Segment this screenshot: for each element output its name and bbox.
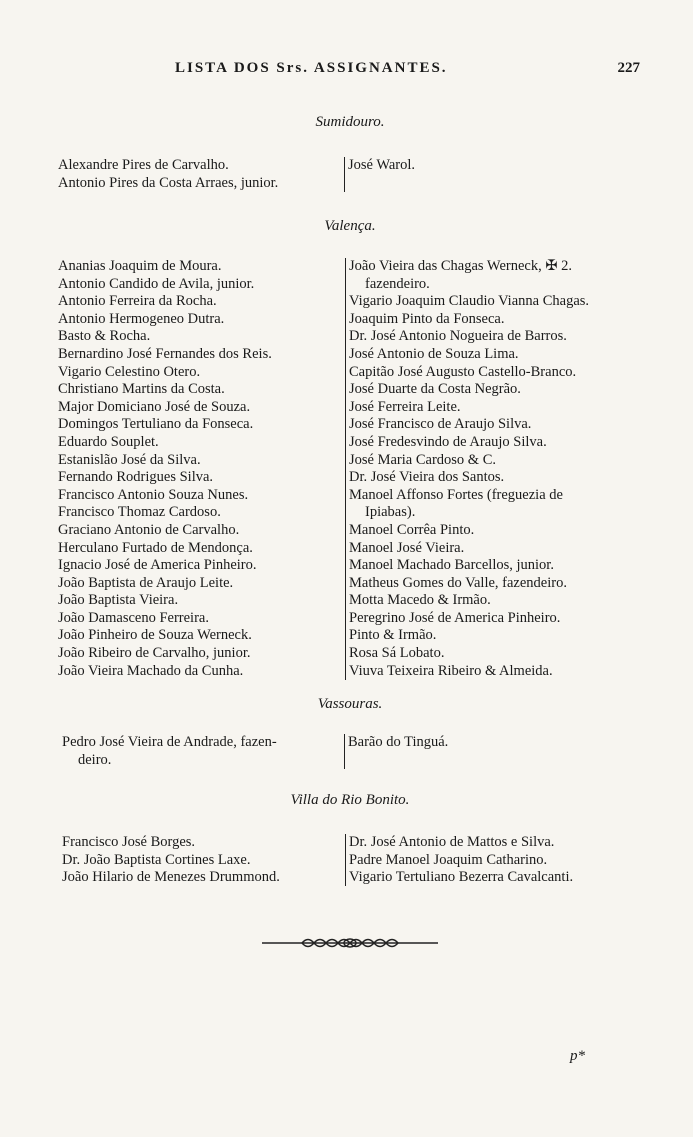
list-item: Manoel José Vieira.	[349, 539, 465, 556]
list-item: Dr. José Antonio de Mattos e Silva.	[349, 834, 555, 850]
right-column	[345, 834, 573, 886]
list-item: Francisco Thomaz Cardoso.	[58, 504, 221, 521]
list-item: Antonio Ferreira da Rocha.	[58, 293, 217, 310]
list-item: Francisco Antonio Souza Nunes.	[58, 486, 249, 503]
list-item: Fernando Rodrigues Silva.	[58, 469, 214, 486]
section-title-vassouras: Vassouras.	[317, 696, 383, 712]
list-item: Bernardino José Fernandes dos Reis.	[58, 345, 272, 362]
list-item: Peregrino José de America Pinheiro.	[349, 609, 561, 626]
list-item: Manoel Affonso Fortes (freguezia de	[349, 486, 563, 503]
page-header	[60, 60, 640, 84]
list-item: Ignacio José de America Pinheiro.	[58, 557, 257, 574]
section-title-sumidouro: Sumidouro.	[315, 114, 385, 130]
list-item: José Warol.	[348, 157, 416, 173]
left-column	[62, 834, 280, 887]
list-item: Viuva Teixeira Ribeiro & Almeida.	[349, 662, 553, 679]
list-item: Domingos Tertuliano da Fonseca.	[58, 416, 254, 433]
list-item: João Ribeiro de Carvalho, junior.	[58, 645, 251, 662]
list-item: João Vieira Machado da Cunha.	[58, 662, 244, 679]
list-item: Padre Manoel Joaquim Catharino.	[349, 851, 548, 868]
signature-mark: p*	[570, 1048, 585, 1064]
section-vassouras	[58, 734, 638, 770]
list-item: Francisco José Borges.	[62, 834, 196, 850]
list-item: Joaquim Pinto da Fonseca.	[349, 310, 505, 327]
list-item: João Hilario de Menezes Drummond.	[62, 869, 280, 886]
list-item: Herculano Furtado de Mendonça.	[58, 539, 253, 556]
list-item: Alexandre Pires de Carvalho.	[58, 157, 229, 173]
right-column	[344, 157, 415, 192]
left-column	[58, 157, 278, 192]
list-item: Pedro José Vieira de Andrade, fazen-	[62, 734, 277, 750]
list-item: Major Domiciano José de Souza.	[58, 398, 251, 415]
section-sumidouro	[58, 157, 638, 193]
list-item: João Damasceno Ferreira.	[58, 609, 209, 626]
list-item: Pinto & Irmão.	[349, 627, 437, 644]
list-item: Barão do Tinguá.	[348, 734, 449, 750]
left-column	[62, 734, 277, 769]
section-title-valenca: Valença.	[324, 218, 376, 234]
list-item: João Baptista de Araujo Leite.	[58, 574, 234, 591]
list-item: Vigario Tertuliano Bezerra Cavalcanti.	[349, 869, 574, 886]
left-column	[58, 258, 272, 680]
list-item: João Pinheiro de Souza Werneck.	[58, 627, 252, 644]
list-item: Ananias Joaquim de Moura.	[58, 258, 222, 274]
list-item: Ipiabas).	[365, 504, 416, 521]
list-item: José Ferreira Leite.	[349, 398, 461, 415]
list-item: José Fredesvindo de Araujo Silva.	[349, 433, 547, 450]
list-item: Vigario Joaquim Claudio Vianna Chagas.	[349, 293, 590, 310]
list-item: Manoel Corrêa Pinto.	[349, 521, 475, 538]
list-item: Manoel Machado Barcellos, junior.	[349, 557, 554, 574]
section-title-rio-bonito: Villa do Rio Bonito.	[290, 792, 410, 808]
list-item: Graciano Antonio de Carvalho.	[58, 521, 240, 538]
list-item: Antonio Candido de Avila, junior.	[58, 275, 255, 292]
list-item: João Vieira das Chagas Werneck, ✠ 2.	[349, 258, 572, 274]
list-item: Matheus Gomes do Valle, fazendeiro.	[349, 574, 567, 591]
right-column	[344, 734, 448, 769]
list-item: Antonio Pires da Costa Arraes, junior.	[58, 174, 279, 191]
list-item: fazendeiro.	[365, 275, 430, 292]
ornament-divider-icon	[262, 932, 438, 954]
list-item: José Maria Cardoso & C.	[349, 451, 496, 468]
list-item: Dr. José Vieira dos Santos.	[349, 469, 505, 486]
section-rio-bonito	[58, 834, 638, 888]
list-item: José Duarte da Costa Negrão.	[349, 381, 521, 398]
page-number: 227	[617, 60, 640, 76]
section-valenca	[58, 258, 638, 682]
list-item: Estanislão José da Silva.	[58, 451, 201, 468]
list-item: José Francisco de Araujo Silva.	[349, 416, 532, 433]
list-item: Motta Macedo & Irmão.	[349, 592, 491, 609]
list-item: José Antonio de Souza Lima.	[349, 345, 519, 362]
list-item: Eduardo Souplet.	[58, 433, 159, 450]
page-title: LISTA DOS Srs. ASSIGNANTES.	[175, 60, 448, 76]
list-item: Dr. José Antonio Nogueira de Barros.	[349, 328, 567, 345]
list-item: Antonio Hermogeneo Dutra.	[58, 310, 225, 327]
list-item: Vigario Celestino Otero.	[58, 363, 201, 380]
list-item: João Baptista Vieira.	[58, 592, 179, 609]
list-item: Dr. João Baptista Cortines Laxe.	[62, 851, 251, 868]
list-item: deiro.	[78, 751, 112, 768]
list-item: Christiano Martins da Costa.	[58, 381, 225, 398]
list-item: Capitão José Augusto Castello-Branco.	[349, 363, 577, 380]
right-column	[345, 258, 589, 680]
list-item: Rosa Sá Lobato.	[349, 645, 445, 662]
list-item: Basto & Rocha.	[58, 328, 151, 345]
